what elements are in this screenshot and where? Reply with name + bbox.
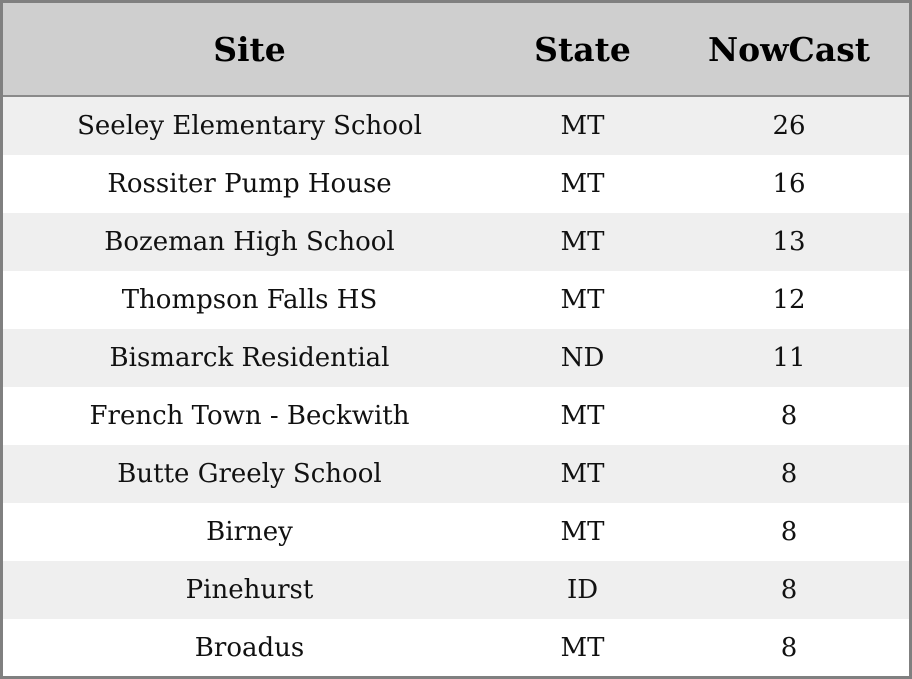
nowcast-cell: 8 xyxy=(780,575,798,605)
table-header xyxy=(3,3,909,97)
site-cell: French Town - Beckwith xyxy=(89,401,410,431)
site-cell: Rossiter Pump House xyxy=(107,169,392,199)
nowcast-cell: 13 xyxy=(772,227,806,257)
site-cell: Seeley Elementary School xyxy=(77,111,422,141)
header-nowcast: NowCast xyxy=(707,29,871,69)
nowcast-cell: 8 xyxy=(780,459,798,489)
site-cell: Broadus xyxy=(194,633,305,663)
state-cell: MT xyxy=(560,401,605,431)
nowcast-cell: 16 xyxy=(772,169,806,199)
nowcast-cell: 11 xyxy=(772,343,806,373)
state-cell: MT xyxy=(560,517,605,547)
state-cell: MT xyxy=(560,169,605,199)
table-row xyxy=(3,619,909,677)
state-cell: ND xyxy=(560,343,605,373)
table-row xyxy=(3,213,909,271)
nowcast-cell: 8 xyxy=(780,517,798,547)
table-row xyxy=(3,503,909,561)
site-cell: Birney xyxy=(206,517,293,547)
header-site: Site xyxy=(213,29,286,69)
table-row xyxy=(3,97,909,155)
table-row xyxy=(3,445,909,503)
site-cell: Bismarck Residential xyxy=(109,343,390,373)
table-row xyxy=(3,155,909,213)
table-row xyxy=(3,387,909,445)
nowcast-cell: 8 xyxy=(780,401,798,431)
table-row xyxy=(3,271,909,329)
table-row xyxy=(3,329,909,387)
nowcast-cell: 26 xyxy=(772,111,806,141)
state-cell: MT xyxy=(560,633,605,663)
nowcast-cell: 8 xyxy=(780,633,798,663)
site-cell: Thompson Falls HS xyxy=(121,285,378,315)
header-state: State xyxy=(534,29,631,69)
state-cell: MT xyxy=(560,285,605,315)
state-cell: ID xyxy=(566,575,599,605)
site-cell: Bozeman High School xyxy=(104,227,395,257)
site-cell: Pinehurst xyxy=(185,575,314,605)
nowcast-cell: 12 xyxy=(772,285,806,315)
state-cell: MT xyxy=(560,111,605,141)
site-cell: Butte Greely School xyxy=(117,459,382,489)
state-cell: MT xyxy=(560,459,605,489)
state-cell: MT xyxy=(560,227,605,257)
table-row xyxy=(3,561,909,619)
